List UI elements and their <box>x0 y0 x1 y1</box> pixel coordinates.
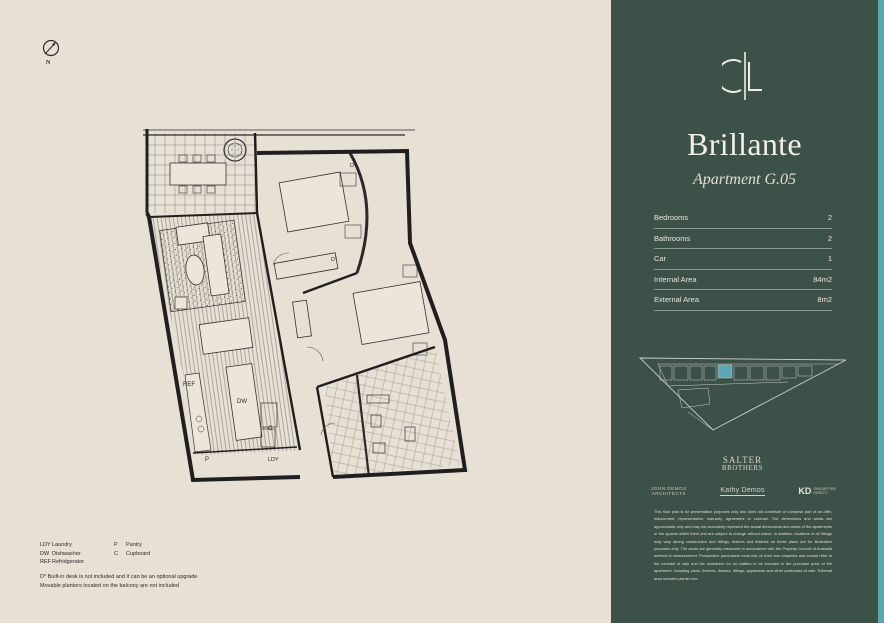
accent-edge <box>878 0 884 623</box>
legend-abbr: LDY <box>40 542 51 548</box>
legend-row <box>40 550 150 559</box>
note-desk: D* Built-in desk is not included and it can be an optional upgrade <box>40 574 198 580</box>
spec-label: External Area <box>654 295 700 305</box>
legend-label: Pantry <box>126 542 142 548</box>
plan-label-desk-1: D* <box>350 163 357 169</box>
legend-label: Cupboard <box>126 550 151 557</box>
jd-line1: JOHN DEMOS <box>651 485 687 491</box>
partner-logos <box>651 484 836 498</box>
salter-brothers-logo <box>700 456 785 472</box>
salter-line2: BROTHERS <box>721 464 764 472</box>
spec-row-external-area <box>654 290 832 311</box>
spec-label: Car <box>654 254 667 264</box>
spec-row-bathrooms <box>654 229 832 250</box>
legend-abbr: P <box>114 542 118 548</box>
site-key-plan <box>638 350 848 432</box>
plan-label-ref: REF <box>183 382 195 388</box>
plan-label-ldy: LDY <box>268 457 279 463</box>
spec-label: Internal Area <box>654 274 697 284</box>
spec-label: Bathrooms <box>654 233 691 243</box>
legend-row <box>40 558 150 567</box>
legend <box>40 541 150 567</box>
legend-label: Dishwasher <box>52 550 81 557</box>
kd-sub2: DIRECT <box>813 491 828 495</box>
spec-row-internal-area <box>654 270 832 291</box>
spec-value: 84m2 <box>813 274 832 284</box>
note-planters: Movable planters located on the balcony are not included <box>40 582 180 589</box>
salter-line1: SALTER <box>722 455 763 465</box>
plan-label-c: C <box>268 426 273 432</box>
legend-label: Refridgerator <box>52 559 85 565</box>
john-demos-logo <box>651 486 687 497</box>
legend-abbr: C <box>114 550 118 557</box>
spec-row-car <box>654 249 832 270</box>
plan-label-p: P <box>205 457 210 463</box>
legend-abbr: DW <box>40 550 50 557</box>
spec-value: 2 <box>827 233 832 243</box>
kd-sub1: SINGAPORE <box>813 486 836 491</box>
brillante-logo-icon <box>722 50 768 102</box>
plan-label-dw: DW <box>237 399 247 405</box>
disclaimer-text: This floor plan is for presentation purposes only and does not constitute or comprise part of an offer, inducement, representation, warranty, agreement or contract. The dimensions and areas are approximate only and may not accurately represent the actual dimensions and areas of the apartments or the spaces within them and are subject to change without notice. In addition, locations of all fittings may vary during construction and fittings, fixtures and finishes on these plans are for illustrative purposes only. The areas are generally measured in accordance with the Property Council of Australia method of measurement. Prospective purchasers must rely on their own enquiries and should refer to the contract of sale and the schedules for all matters to be included in the purchase price of the apartment, including plans, finishes, fixtures, fittings, appliances and other particulars of sale. External area includes planter box. <box>654 509 832 581</box>
kd-logo <box>798 486 836 496</box>
legend-abbr: REF <box>40 559 51 565</box>
spec-value: 8m2 <box>817 295 832 305</box>
spec-table <box>654 208 832 311</box>
spec-label: Bedrooms <box>654 213 689 223</box>
compass-north-label: N <box>46 60 51 66</box>
building-title: Brillante <box>687 126 802 162</box>
plan-label-desk-2: D* <box>331 257 338 263</box>
legend-notes <box>40 573 197 590</box>
compass-icon <box>40 38 64 68</box>
legend-row <box>40 541 150 550</box>
jd-line2: ARCHITECTS <box>651 491 686 496</box>
spec-value: 2 <box>827 213 832 223</box>
spec-value: 1 <box>827 254 832 264</box>
legend-label: Laundry <box>52 542 72 548</box>
kathy-demos-logo: Kathy Demos <box>720 486 765 494</box>
apartment-floor-plan <box>135 125 470 490</box>
spec-row-bedrooms <box>654 208 832 229</box>
apartment-subtitle: Apartment G.05 <box>692 171 797 188</box>
kd-mark: KD <box>798 486 812 496</box>
kd-sub <box>813 487 836 496</box>
